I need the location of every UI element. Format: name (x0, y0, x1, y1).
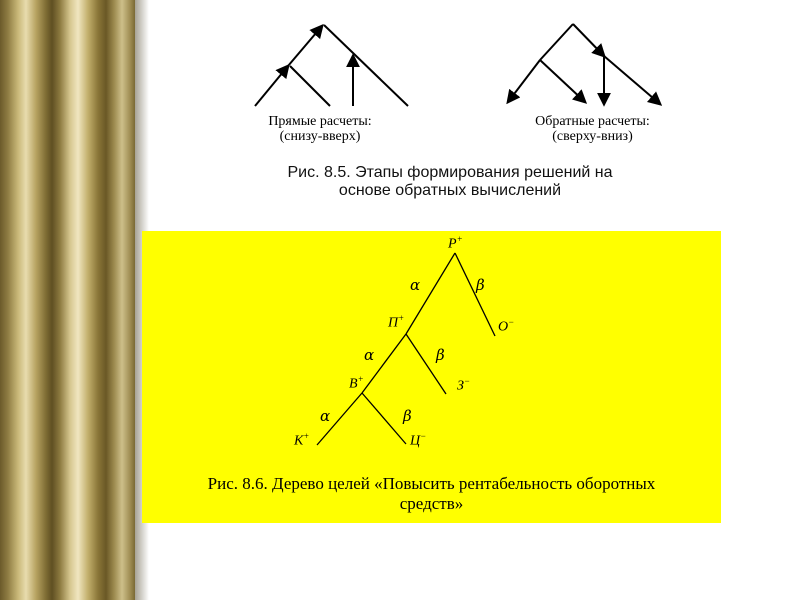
right-tree-edge (573, 24, 604, 56)
figure-8-6-caption-line: Рис. 8.6. Дерево целей «Повысить рентабельность оборотных (207, 474, 656, 493)
edge-label-beta: β (403, 407, 412, 425)
figure-8-6-caption-line: средств» (399, 494, 464, 513)
right-tree-caption (505, 114, 680, 144)
right-tree-edge (540, 60, 585, 102)
right-tree-top-down (508, 24, 660, 104)
figure-8-6-panel (142, 231, 721, 523)
right-tree-edge (508, 60, 540, 102)
figure-8-5-caption (200, 164, 700, 200)
figure-8-5-caption-line: Рис. 8.5. Этапы формирования решений на (287, 164, 613, 181)
tree-node-k: К+ (294, 431, 310, 449)
edge-label-beta: β (436, 346, 445, 364)
left-tree-caption-line: (снизу-вверх) (279, 129, 361, 144)
decorative-side-bar (0, 0, 135, 600)
goal-tree-svg (142, 231, 721, 471)
right-tree-edge (540, 24, 573, 60)
figure-8-5-caption-line: основе обратных вычислений (338, 182, 562, 199)
tree-edge (455, 253, 495, 336)
left-tree-caption (240, 114, 400, 144)
tree-node-c: Ц− (410, 431, 427, 449)
tree-node-root: Р+ (448, 234, 463, 252)
left-tree-caption-line: Прямые расчеты: (268, 114, 372, 129)
edge-label-beta: β (476, 276, 485, 294)
right-tree-edge (604, 56, 660, 104)
left-tree-edge (290, 66, 330, 106)
left-tree-bottom-up (255, 25, 408, 106)
edge-label-alpha: α (410, 276, 421, 294)
tree-node-o: О− (498, 317, 515, 335)
left-tree-edge (288, 26, 322, 66)
left-tree-edge (324, 25, 408, 106)
tree-node-p: П+ (388, 313, 405, 331)
right-tree-caption-line: (сверху-вниз) (552, 129, 633, 144)
tree-node-v: В+ (349, 374, 364, 392)
edge-label-alpha: α (364, 346, 375, 364)
figure-8-6-caption (142, 474, 721, 514)
tree-edge (406, 334, 446, 394)
edge-label-alpha: α (320, 407, 331, 425)
left-tree-edge (255, 66, 288, 106)
right-tree-caption-line: Обратные расчеты: (535, 114, 650, 129)
figure-8-5-svg (230, 18, 690, 118)
tree-edge (362, 393, 406, 444)
figure-8-5-diagram (230, 18, 690, 118)
tree-node-z: З− (457, 376, 471, 394)
